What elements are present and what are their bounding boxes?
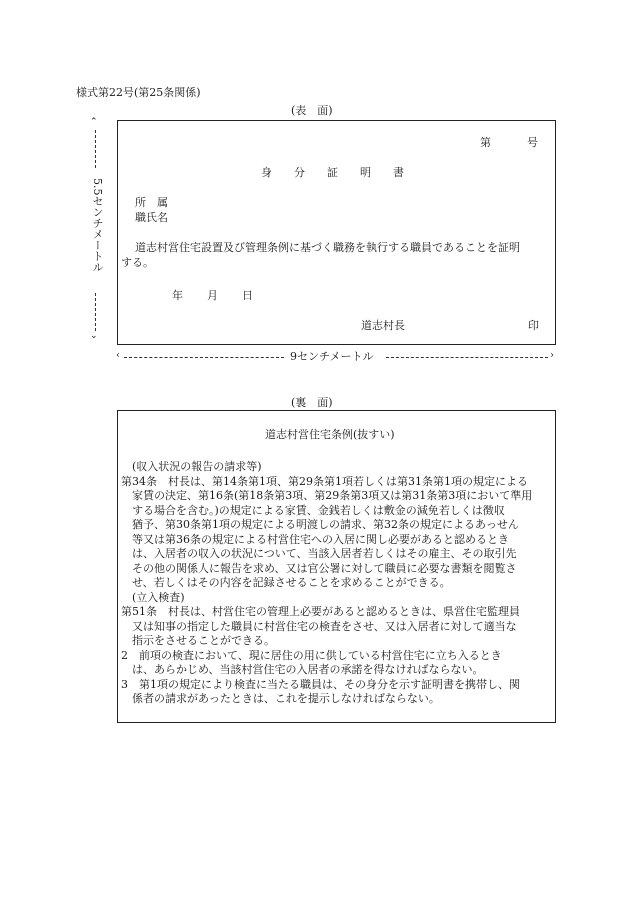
date-month: 月 xyxy=(207,289,218,302)
width-dashline-right xyxy=(386,357,548,358)
form-number: 様式第22号(第25条関係) xyxy=(76,86,201,99)
number-label: 第 xyxy=(480,136,491,149)
excerpt-line: (立入検査) xyxy=(121,590,185,604)
excerpt-line: は、あらかじめ、当該村営住宅の入居者の承諾を得なければならない。 xyxy=(121,663,484,676)
excerpt-line: 第34条 村長は、第14条第1項、第29条第1項若しくは第31条第1項の規定による xyxy=(121,474,528,488)
excerpt-line: せ、若しくはその内容を記録させることを求めることができる。 xyxy=(121,576,451,589)
excerpt-line: 第51条 村長は、村営住宅の管理上必要があると認めるときは、県営住宅監理員 xyxy=(121,605,520,618)
arrow-right-icon: › xyxy=(550,350,554,361)
excerpt-line: 猶予、第30条第1項の規定による明渡しの請求、第32条の規定によるあっせん xyxy=(121,518,519,531)
excerpt-line: (収入状況の報告の請求等) xyxy=(121,460,262,473)
back-title: 道志村営住宅条例(抜すい) xyxy=(265,428,395,441)
width-dashline-left xyxy=(124,357,284,358)
arrow-left-icon: ‹ xyxy=(116,350,120,361)
excerpt-line: 又は知事の指定した職員に村営住宅の検査をさせ、又は入居者に対して適当な xyxy=(121,619,517,633)
excerpt-line: する場合を含む。)の規定による家賃、金銭若しくは敷金の減免若しくは徴収 xyxy=(121,503,505,517)
height-dashline-top xyxy=(95,130,96,168)
arrow-down-icon: ⌄ xyxy=(90,331,98,341)
date-day: 日 xyxy=(242,289,253,302)
certification-line-1: 道志村営住宅設置及び管理条例に基づく職務を執行する職員であることを証明 xyxy=(135,241,520,254)
certification-line-2: する。 xyxy=(121,256,154,269)
issuer: 道志村長 xyxy=(361,319,405,332)
front-side-label: (表 面) xyxy=(291,104,333,117)
excerpt-line: は、入居者の収入の状況について、当該入居者若しくはその雇主、その取引先 xyxy=(121,547,517,560)
width-label: 9センチメートル xyxy=(290,350,374,363)
excerpt-line: 2 前項の検査において、現に居住の用に供している村営住宅に立ち入るとき xyxy=(121,648,502,662)
excerpt-line: 3 第1項の規定により検査に当たる職員は、その身分を示す証明書を携帯し、関 xyxy=(121,677,520,691)
back-side-label: (裏 面) xyxy=(291,396,333,409)
excerpt-line: 指示をさせることができる。 xyxy=(121,634,275,647)
affiliation-label: 所 属 xyxy=(135,196,168,209)
name-label: 職氏名 xyxy=(135,211,168,224)
height-dashline-bottom xyxy=(95,293,96,331)
excerpt-line: その他の関係人に報告を求め、又は官公署に対して職員に必要な書類を閲覧さ xyxy=(121,561,517,575)
card-title: 身 分 証 明 書 xyxy=(261,166,404,179)
front-card xyxy=(117,120,556,345)
excerpt-line: 係者の請求があったときは、これを提示しなければならない。 xyxy=(121,692,440,705)
height-label: 5.5センチメートル xyxy=(91,178,104,273)
number-suffix: 号 xyxy=(527,136,538,149)
excerpt-line: 等又は第36条の規定による村営住宅への入居に関し必要があると認めるとき xyxy=(121,532,509,546)
excerpt-line: 家賃の決定、第16条(第18条第3項、第29条第3項又は第31条第3項において準用 xyxy=(121,489,533,502)
seal-mark: 印 xyxy=(528,319,539,332)
arrow-up-icon: ⌃ xyxy=(90,117,98,127)
date-year: 年 xyxy=(172,289,183,302)
